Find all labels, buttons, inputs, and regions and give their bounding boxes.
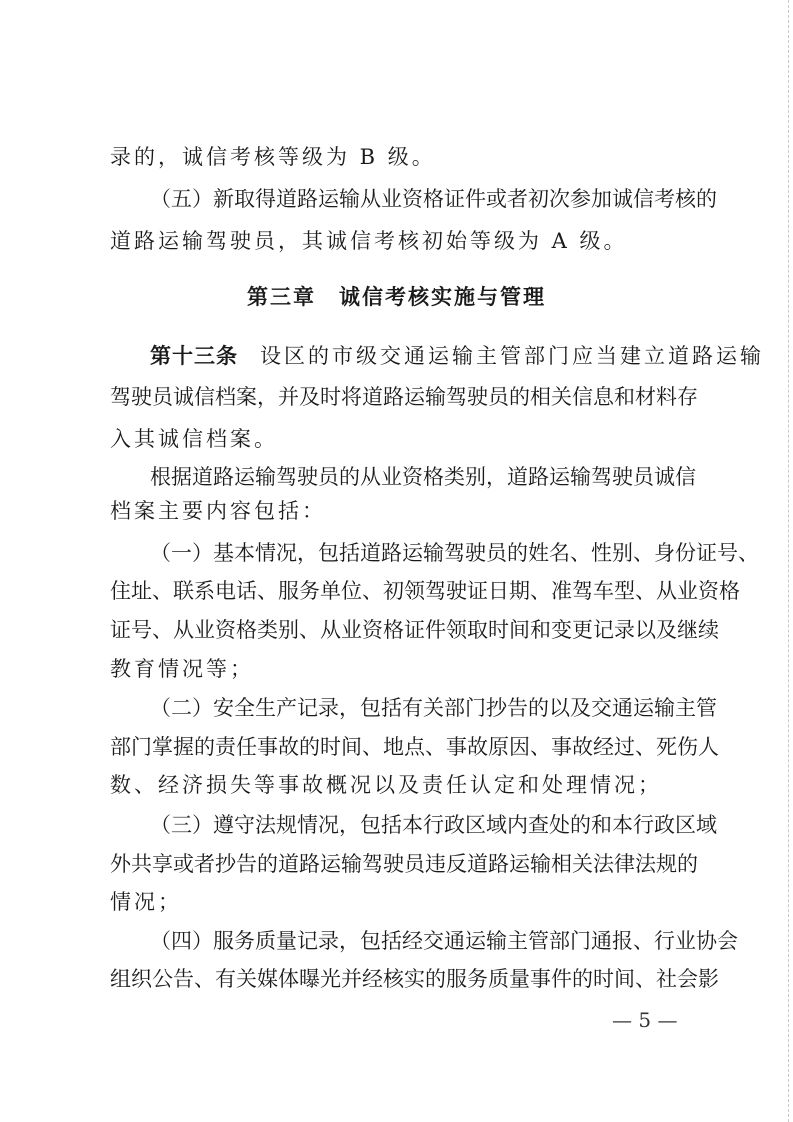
body-line: 情况； <box>110 890 182 914</box>
body-line: （三）遵守法规情况，包括本行政区域内查处的和本行政区域 <box>150 813 717 837</box>
article-paragraph-start <box>150 343 764 369</box>
body-line: 录的，诚信考核等级为 B 级。 <box>110 145 436 169</box>
body-line: （四）服务质量记录，包括经交通运输主管部门通报、行业协会 <box>150 929 738 953</box>
chapter-heading: 第三章 诚信考核实施与管理 <box>247 285 546 309</box>
body-line: 驾驶员诚信档案，并及时将道路运输驾驶员的相关信息和材料存 <box>110 385 698 409</box>
body-line: 入其诚信档案。 <box>110 427 278 451</box>
body-line: 组织公告、有关媒体曝光并经核实的服务质量事件的时间、社会影 <box>110 967 719 991</box>
body-line: 设区的市级交通运输主管部门应当建立道路运输 <box>260 344 764 368</box>
article-number: 第十三条 <box>150 344 238 368</box>
body-line: 档案主要内容包括： <box>110 499 326 523</box>
body-line: 教育情况等； <box>110 657 254 681</box>
body-line: （五）新取得道路运输从业资格证件或者初次参加诚信考核的 <box>150 187 717 211</box>
body-line: 数、经济损失等事故概况以及责任认定和处理情况； <box>110 773 662 797</box>
body-line: （二）安全生产记录，包括有关部门抄告的以及交通运输主管 <box>150 696 717 720</box>
body-line: 部门掌握的责任事故的时间、地点、事故原因、事故经过、死伤人 <box>110 735 719 759</box>
body-line: 住址、联系电话、服务单位、初领驾驶证日期、准驾车型、从业资格 <box>110 579 740 603</box>
body-line: 道路运输驾驶员，其诚信考核初始等级为 A 级。 <box>110 229 628 253</box>
body-line: （一）基本情况，包括道路运输驾驶员的姓名、性别、身份证号、 <box>150 541 759 565</box>
body-line: 根据道路运输驾驶员的从业资格类别，道路运输驾驶员诚信 <box>150 465 696 489</box>
page-number: — 5 — <box>612 1008 678 1032</box>
body-line: 证号、从业资格类别、从业资格证件领取时间和变更记录以及继续 <box>110 618 719 642</box>
body-line: 外共享或者抄告的道路运输驾驶员违反道路运输相关法律法规的 <box>110 852 698 876</box>
scan-edge-divider <box>788 0 789 1122</box>
